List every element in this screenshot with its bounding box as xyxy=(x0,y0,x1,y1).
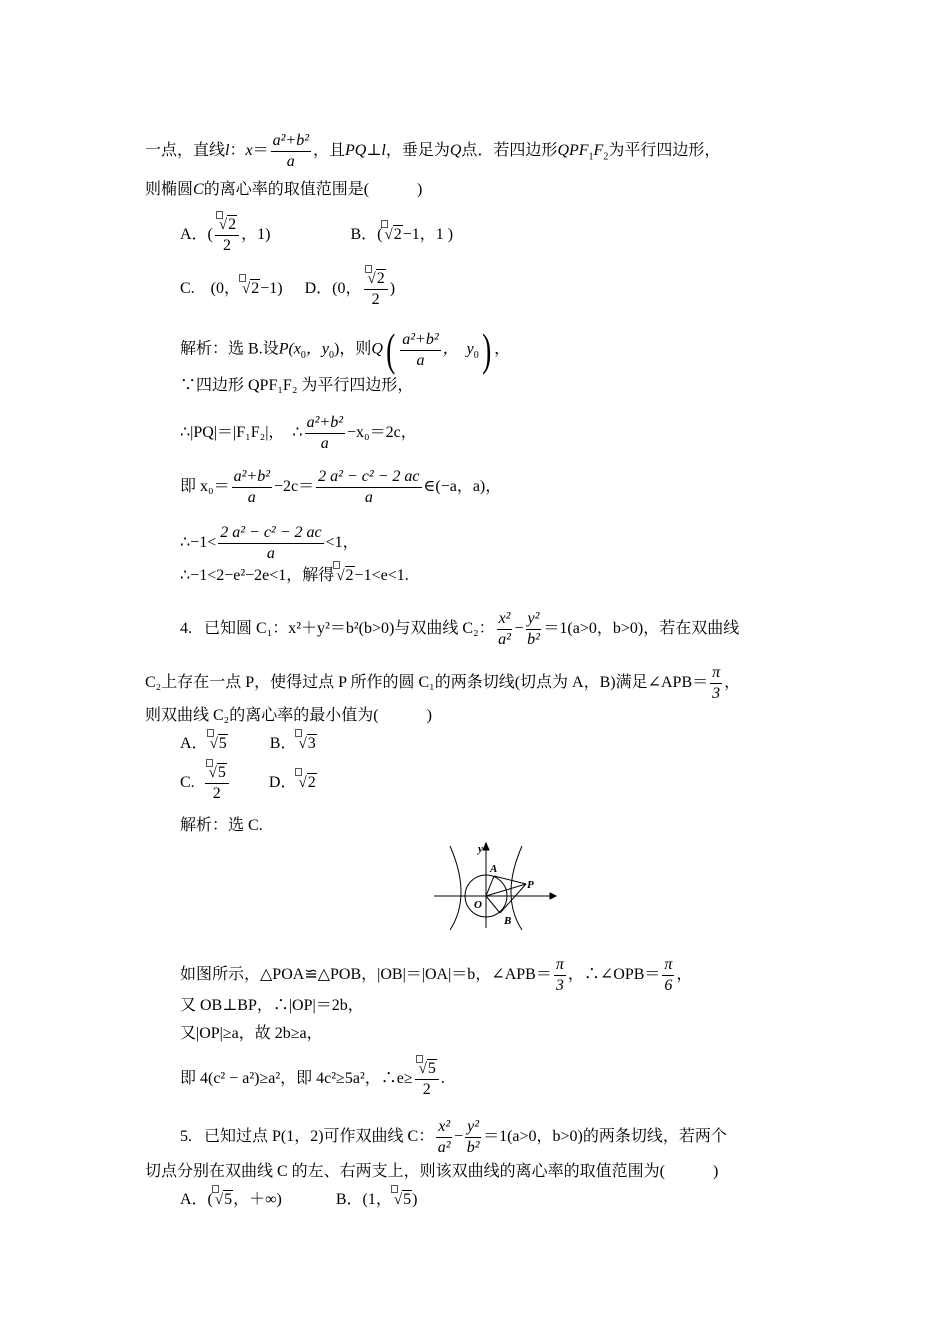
q3-solution-line2: ∵四边形 QPF₁F₂ 为平行四边形， xyxy=(180,377,414,394)
q3-solution-line4: 即 x₀＝ $\frac{\text{a²+b²}}{a}$ −2c＝ $\frac{\text{2 a² − c² − 2 ac}}{a}$ ∈(−a，a)， xyxy=(180,468,502,506)
q3-options-cd xyxy=(180,270,395,309)
q4-solution-line3: 又 OB⊥BP，∴|OP|＝2b， xyxy=(180,997,364,1014)
q3-option-c: C. (0， √2−1) xyxy=(180,280,283,297)
q5-option-a: A．( √5，＋∞) xyxy=(180,1191,282,1208)
q3-text: 则椭圆 xyxy=(145,181,194,198)
q4-solution-line4: 又|OP|≥a，故 2b≥a， xyxy=(180,1025,323,1042)
q4-option-a: A． √5 xyxy=(180,735,228,752)
fraction-numerator: a²+b² xyxy=(271,132,311,152)
q3-var-c: C xyxy=(193,181,204,198)
q3-text: 点．若四边形 xyxy=(461,142,558,160)
q3-fraction xyxy=(271,132,311,171)
q4-line1: 4. 已知圆 C₁：x²＋y²＝b²(b>0)与双曲线 C₂： $\frac{\text{x²}}{\text{a²}}$ − $\frac{\text{y²}}{\text{b²}}$ ＝1(a>0，b>0)，若在双曲线 xyxy=(180,610,740,648)
solution-heading: 解析 xyxy=(180,340,213,358)
q3-line1: 一点，直线l：x＝ $\frac{\text{a²+b²}}{a}$ ，且PQ⊥l，垂足为Q点．若四边形$QPF_1F_2$为平行四边形， xyxy=(145,132,721,170)
q4-line2: C₂上存在一点 P，使得过点 P 所作的圆 C₁的两条切线(切点为 A，B)满足∠APB＝ $\frac{\pi}{3}$ ， xyxy=(145,664,741,702)
q3-var-x: x xyxy=(245,142,253,160)
label-b: B xyxy=(504,915,512,927)
q4-solution-line5: 即 4(c² − a²)≥a²，即 4c²≥5a²，∴e≥ $\frac{√5}{2}$ . xyxy=(180,1060,445,1099)
q4-options-ab xyxy=(180,734,317,754)
q5-options-ab xyxy=(180,1190,417,1210)
q4-option-b: B． √3 xyxy=(270,735,317,752)
q3-line2 xyxy=(145,180,422,200)
q3-text: ＝ xyxy=(252,142,269,160)
q3-text: 一点，直线 xyxy=(145,142,226,160)
q3-text: ： xyxy=(229,142,246,160)
fraction: $\frac{√2}{2}$ xyxy=(364,270,388,309)
segment-oa xyxy=(486,876,494,896)
question-number: 5. xyxy=(180,1128,192,1146)
label-p: P xyxy=(527,879,534,891)
q3-solution-line6: ∴−1<2−e²−2e<1，解得 √2−1<e<1. xyxy=(180,566,409,586)
q5-line1: 5. 已知过点 P(1，2)可作双曲线 C： $\frac{\text{x²}}{\text{a²}}$ − $\frac{\text{y²}}{\text{b²}}$ ＝1(a>0，b>0)的两条切线，若两个 xyxy=(180,1118,727,1156)
label-o: O xyxy=(474,899,482,911)
q4-option-d: D． √2 xyxy=(269,774,317,791)
segment-ob xyxy=(486,896,500,913)
q3-text: ，且 xyxy=(313,142,346,160)
fraction-denominator: a xyxy=(286,153,295,170)
label-y: y xyxy=(478,843,483,855)
q3-option-a: A．( $\frac{√2}{2}$ ，1) xyxy=(180,226,270,243)
q3-solution-line3: ∴|PQ|＝|F₁F₂|， ∴ $\frac{\text{a²+b²}}{a}$ −x₀＝2c， xyxy=(180,414,417,452)
hyperbola-left-branch xyxy=(450,846,461,930)
q3-solution-line5: ∴−1< $\frac{\text{2 a² − c² − 2 ac}}{a}$ <1， xyxy=(180,524,359,562)
solution-heading: 解析 xyxy=(180,817,213,834)
q4-solution-line2: 如图所示，△POA≌△POB，|OB|＝|OA|＝b，∠APB＝ $\frac{\pi}{3}$ ，∴∠OPB＝ $\frac{\pi}{6}$ ， xyxy=(180,956,693,994)
q4-options-cd xyxy=(180,764,317,803)
q3-options-ab xyxy=(180,216,453,255)
fraction: $\frac{√2}{2}$ xyxy=(215,216,239,255)
label-a: A xyxy=(490,863,498,875)
q5-option-b: B．(1， √5) xyxy=(336,1191,418,1208)
q3-solution-line1: 解析：选 B.设$P(x_0$，$y_0$)，则Q( $\frac{\text{a²+b²}}{a}$ ， $y_0$) ， xyxy=(180,324,511,375)
q3-var-q: Q xyxy=(449,142,462,160)
q3-text: ，垂足为 xyxy=(385,142,450,160)
q3-option-b: B．( √2−1，1 ) xyxy=(350,226,453,243)
hyperbola-circle-figure xyxy=(430,838,558,932)
y-axis-arrow xyxy=(483,843,489,850)
q3-text: 的离心率的取值范围是( ) xyxy=(203,181,423,198)
q3-expr: PQ⊥l xyxy=(345,142,386,160)
q5-line2: 切点分别在双曲线 C 的左、右两支上，则该双曲线的离心率的取值范围为( ) xyxy=(145,1163,719,1180)
tangent-pa xyxy=(494,876,526,884)
q3-option-d: D．(0， $\frac{√2}{2}$ ) xyxy=(305,280,395,297)
q4-solution-line1: 解析：选 C. xyxy=(180,817,263,834)
q3-text: 为平行四边形， xyxy=(608,142,721,160)
q3-expr: QPF xyxy=(557,142,589,160)
q3-var-l: l xyxy=(225,142,230,160)
q4-option-c: C. $\frac{√5}{2}$ xyxy=(180,774,231,791)
question-number: 4. xyxy=(180,620,192,638)
x-axis-arrow xyxy=(550,893,556,899)
q4-line3: 则双曲线 C₂的离心率的最小值为( ) xyxy=(145,707,432,724)
